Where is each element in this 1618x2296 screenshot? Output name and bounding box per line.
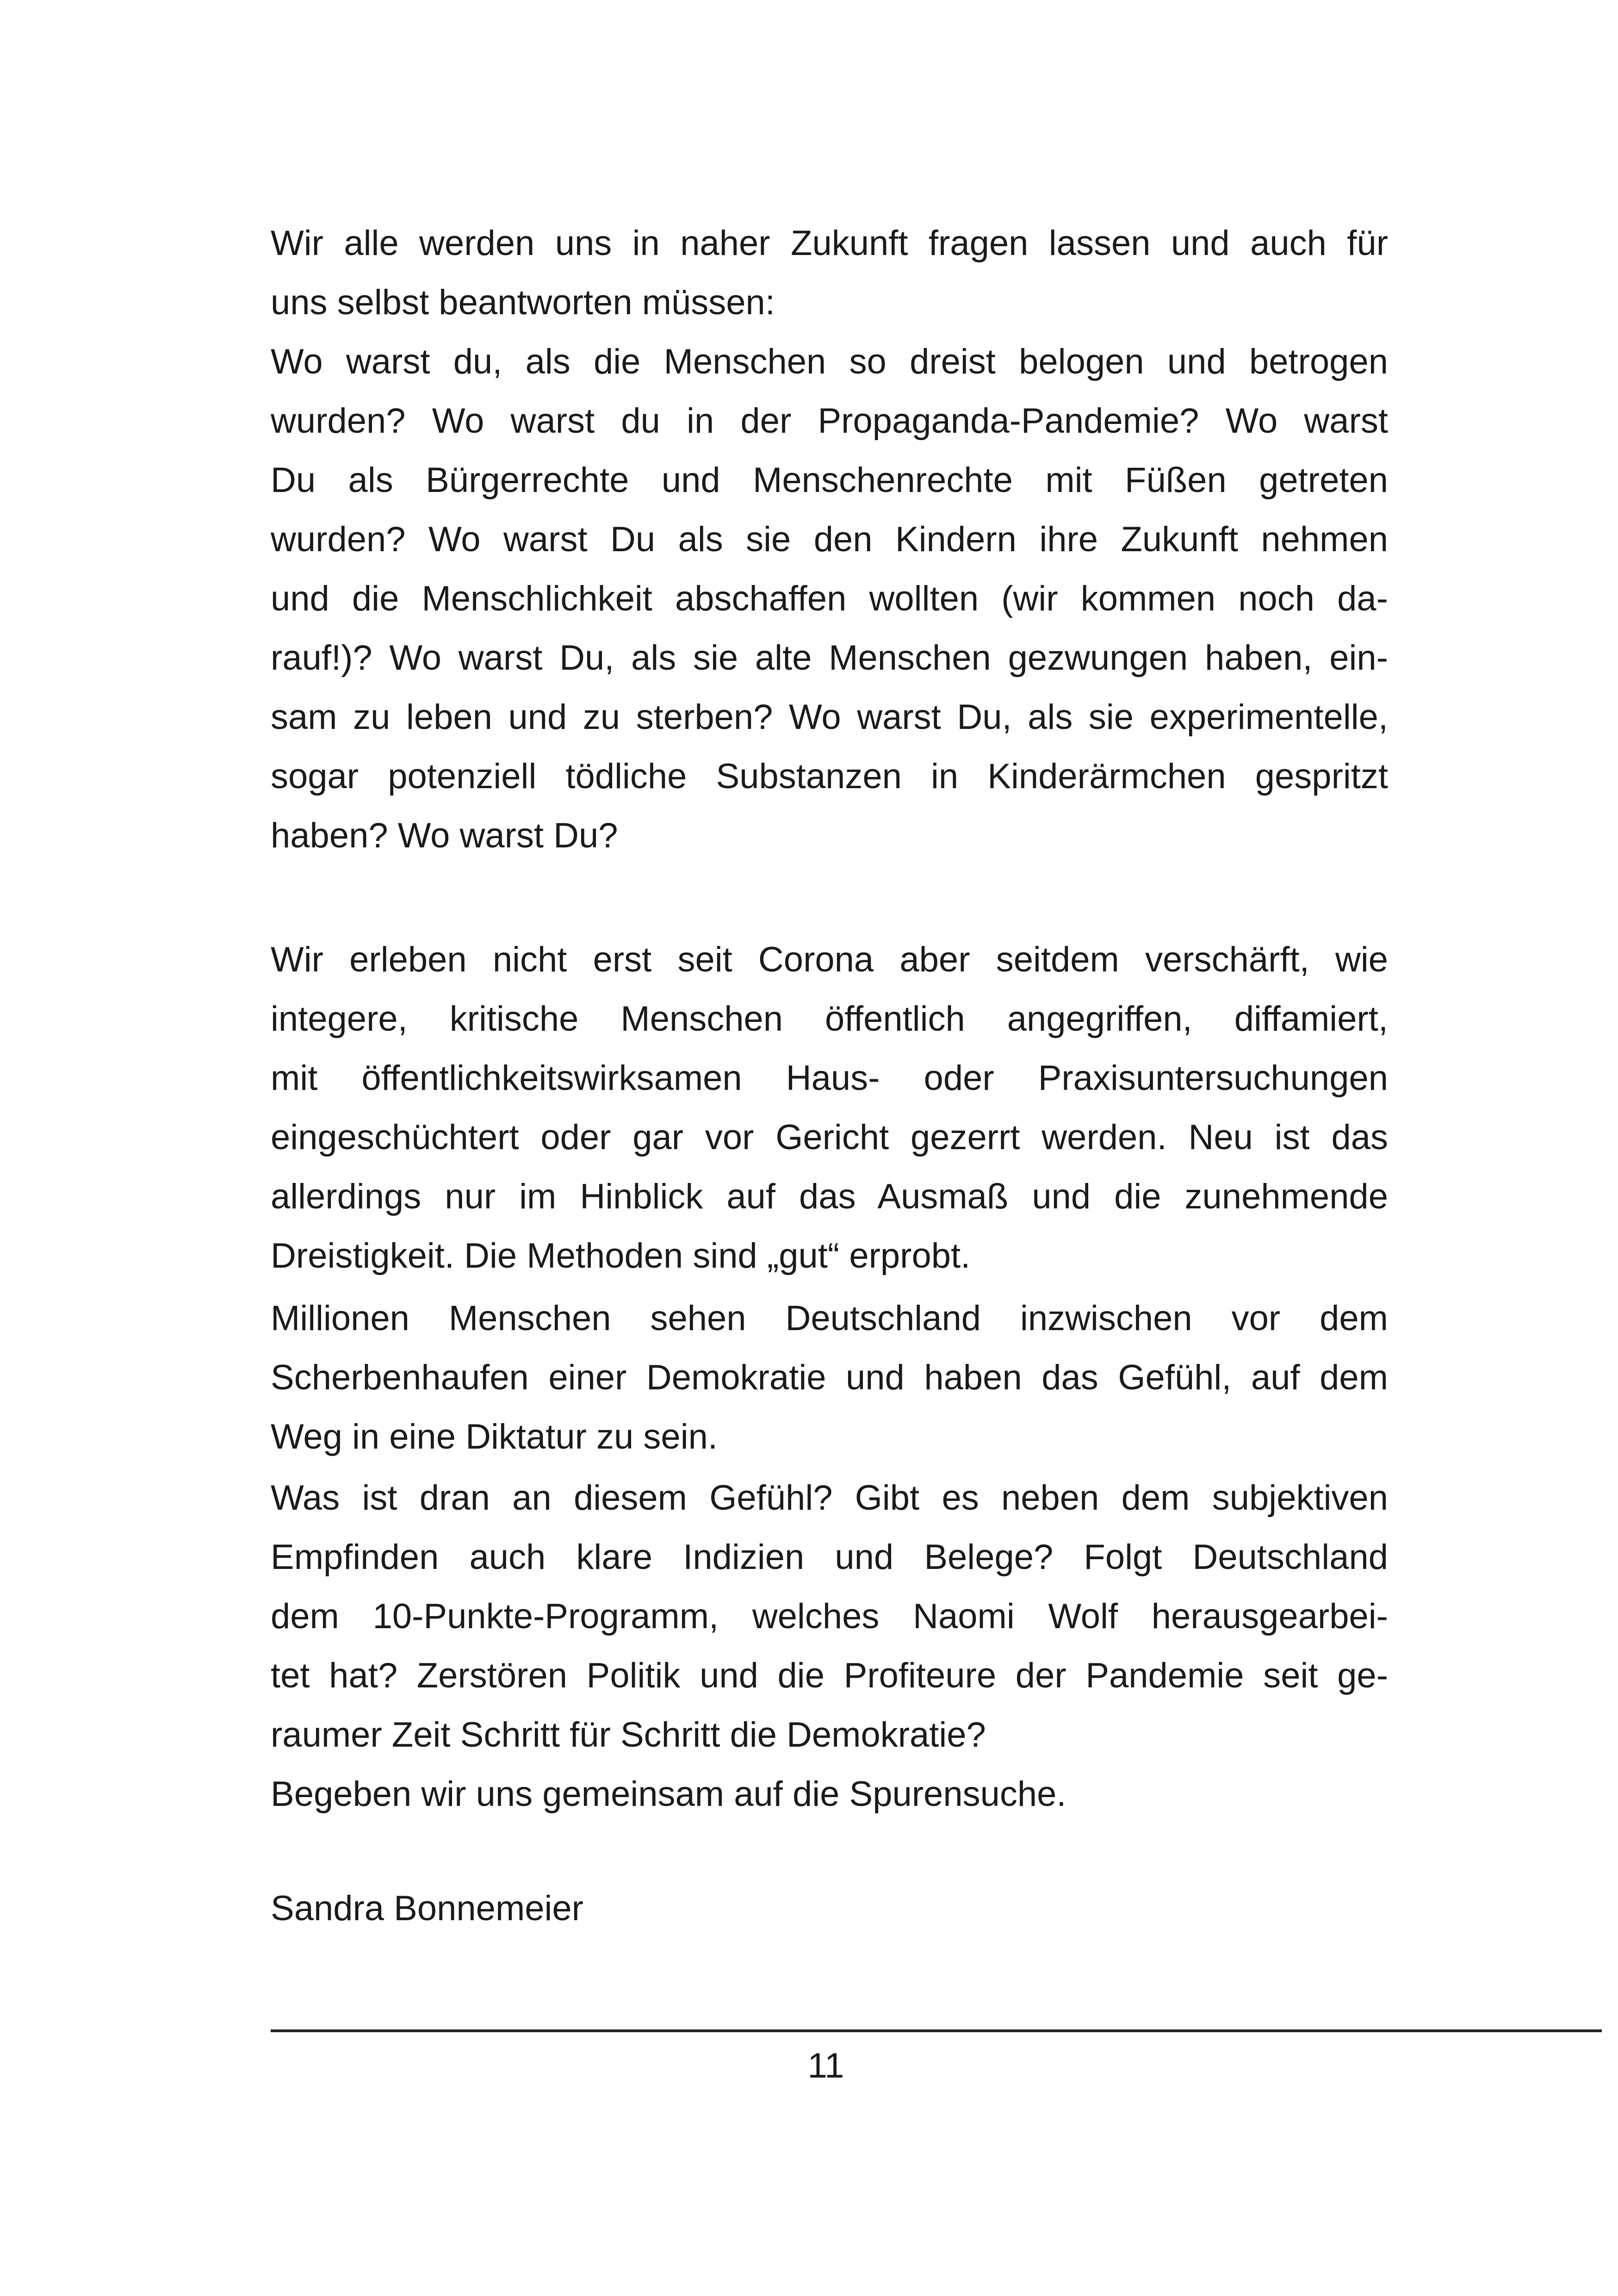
text-line: Wir alle werden uns in naher Zukunft fragen lassen und auch für	[271, 224, 1388, 263]
text-line: rauf!)? Wo warst Du, als sie alte Menschen gezwungen haben, ein-	[271, 638, 1388, 678]
text-line: raumer Zeit Schritt für Schritt die Demokratie?	[271, 1715, 986, 1755]
text-line: Wir erleben nicht erst seit Corona aber seitdem verschärft, wie	[271, 940, 1388, 979]
text-line: wurden? Wo warst du in der Propaganda-Pandemie? Wo warst	[271, 401, 1388, 441]
text-line: und die Menschlichkeit abschaffen wollten (wir kommen noch da-	[271, 579, 1388, 618]
text-line: sogar potenziell tödliche Substanzen in Kinderärmchen gespritzt	[271, 757, 1388, 796]
text-line: Begeben wir uns gemeinsam auf die Spurensuche.	[271, 1774, 1066, 1814]
text-line: dem 10-Punkte-Programm, welches Naomi Wolf herausgearbei-	[271, 1597, 1388, 1636]
text-line: haben? Wo warst Du?	[271, 816, 618, 855]
text-line: sam zu leben und zu sterben? Wo warst Du, als sie experimentelle,	[271, 697, 1388, 737]
text-line: Du als Bürgerrechte und Menschenrechte mit Füßen getreten	[271, 460, 1388, 500]
text-line: Weg in eine Diktatur zu sein.	[271, 1417, 718, 1456]
paragraph-experience	[271, 930, 1388, 1286]
text-line: eingeschüchtert oder gar vor Gericht gezerrt werden. Neu ist das	[271, 1118, 1388, 1157]
paragraph-questions	[271, 1468, 1388, 1824]
text-line: Dreistigkeit. Die Methoden sind „gut“ erprobt.	[271, 1236, 971, 1276]
text-line: Millionen Menschen sehen Deutschland inzwischen vor dem	[271, 1299, 1388, 1338]
text-line: mit öffentlichkeitswirksamen Haus- oder Praxisuntersuchungen	[271, 1058, 1388, 1098]
text-line: allerdings nur im Hinblick auf das Ausmaß und die zunehmende	[271, 1177, 1388, 1216]
text-line: Scherbenhaufen einer Demokratie und haben das Gefühl, auf dem	[271, 1358, 1388, 1397]
text-line: Wo warst du, als die Menschen so dreist belogen und betrogen	[271, 342, 1388, 381]
footer-divider	[271, 2029, 1602, 2032]
paragraph-intro-questions	[271, 214, 1388, 865]
text-line: uns selbst beantworten müssen:	[271, 283, 775, 322]
text-line: wurden? Wo warst Du als sie den Kindern ihre Zukunft nehmen	[271, 520, 1388, 559]
text-line: Empfinden auch klare Indizien und Belege? Folgt Deutschland	[271, 1537, 1388, 1577]
page-number: 11	[807, 2046, 844, 2085]
author-signature: Sandra Bonnemeier	[271, 1889, 583, 1928]
text-line: integere, kritische Menschen öffentlich angegriffen, diffamiert,	[271, 999, 1388, 1039]
text-line: Was ist dran an diesem Gefühl? Gibt es neben dem subjektiven	[271, 1478, 1388, 1518]
paragraph-millions	[271, 1289, 1388, 1467]
text-line: tet hat? Zerstören Politik und die Profiteure der Pandemie seit ge-	[271, 1656, 1388, 1695]
